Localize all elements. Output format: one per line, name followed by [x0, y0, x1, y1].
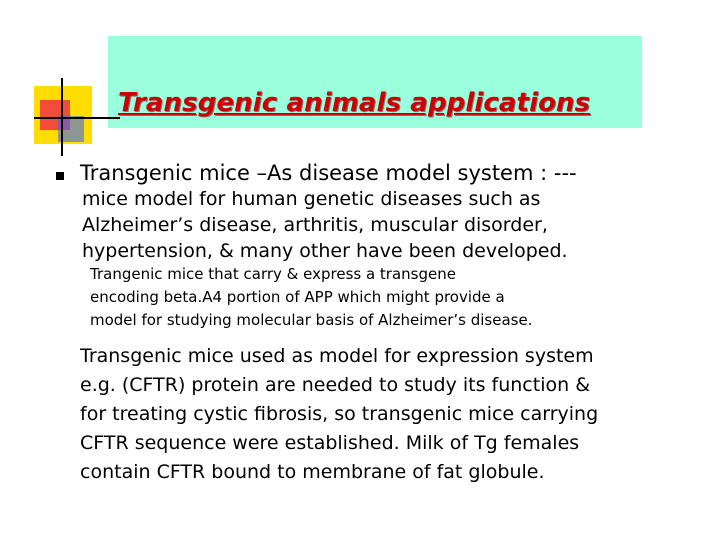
section-heading: Transgenic mice –As disease model system : --- — [80, 161, 577, 185]
paragraph-disease-models: mice model for human genetic diseases such as Alzheimer’s disease, arthritis, muscular disorder, hypertension, & many other have been developed. — [82, 188, 568, 262]
bullet-square-icon — [56, 172, 64, 180]
paragraph-cftr-expression: Transgenic mice used as model for expression system e.g. (CFTR) protein are needed to study its function & for treating cystic fibrosis, so transgenic mice carrying CFTR sequence were established. Milk of Tg females contain CFTR bound to membrane of fat globule. — [80, 345, 599, 483]
slide-title: Transgenic animals applications — [118, 88, 591, 118]
paragraph-alzheimer-model: Trangenic mice that carry & express a transgene encoding beta.A4 portion of APP which might provide a model for studying molecular basis of Alzheimer’s disease. — [90, 265, 533, 329]
decorative-horizontal-line — [34, 117, 120, 119]
